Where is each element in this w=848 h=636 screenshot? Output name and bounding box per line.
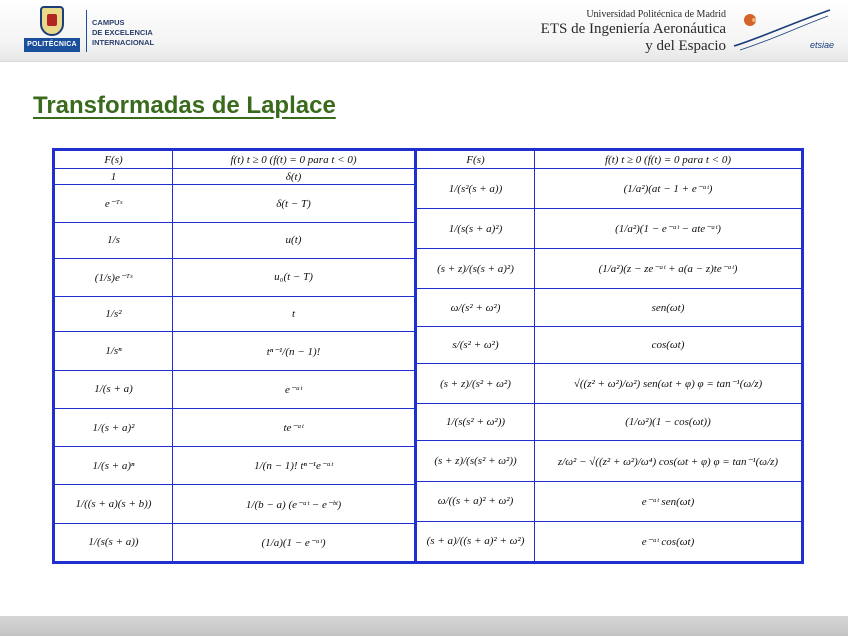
table-header-row	[55, 151, 416, 169]
transform-Fs: (s + z)/(s(s + a)²)	[417, 249, 535, 289]
table-row	[417, 249, 802, 289]
page-title: Transformadas de Laplace	[33, 92, 336, 119]
school-name-line1: ETS de Ingeniería Aeronáutica	[540, 21, 726, 37]
transform-ft: 1/(b − a) (e⁻ᵃᵗ − e⁻ᵇᵗ)	[173, 485, 416, 523]
transform-ft: 1/(n − 1)! tⁿ⁻¹e⁻ᵃᵗ	[173, 447, 416, 485]
transform-Fs: 1/(s(s + a))	[55, 523, 173, 561]
transform-ft: (1/a²)(1 − e⁻ᵃᵗ − ate⁻ᵃᵗ)	[535, 209, 802, 249]
transform-ft: √((z² + ω²)/ω²) sen(ωt + φ) φ = tan⁻¹(ω/z)	[535, 364, 802, 404]
transform-Fs: ω/((s + a)² + ω²)	[417, 481, 535, 521]
transform-ft: u₀(t − T)	[173, 258, 416, 296]
transform-ft: (1/a²)(at − 1 + e⁻ᵃᵗ)	[535, 169, 802, 209]
footer-bar	[0, 616, 848, 636]
table-row	[417, 521, 802, 561]
table-row	[55, 485, 416, 523]
transform-Fs: 1/sⁿ	[55, 332, 173, 370]
transform-Fs: 1	[55, 169, 173, 185]
column-header-Fs: F(s)	[55, 151, 173, 169]
table-row	[417, 481, 802, 521]
table-row	[417, 441, 802, 481]
campus-line: INTERNACIONAL	[92, 38, 155, 47]
university-block	[541, 9, 726, 54]
transform-ft: t	[173, 296, 416, 332]
transform-Fs: 1/(s²(s + a))	[417, 169, 535, 209]
transform-Fs: 1/(s + a)ⁿ	[55, 447, 173, 485]
transform-ft: (1/a²)(z − ze⁻ᵃᵗ + a(a − z)te⁻ᵃᵗ)	[535, 249, 802, 289]
transform-ft: (1/a)(1 − e⁻ᵃᵗ)	[173, 523, 416, 561]
table-row	[55, 223, 416, 259]
transform-Fs: 1/(s(s + a)²)	[417, 209, 535, 249]
table-row	[55, 447, 416, 485]
campus-line: DE EXCELENCIA	[92, 28, 153, 37]
table-row	[55, 408, 416, 446]
table-header-row	[417, 151, 802, 169]
transform-ft: e⁻ᵃᵗ sen(ωt)	[535, 481, 802, 521]
transform-Fs: (s + a)/((s + a)² + ω²)	[417, 521, 535, 561]
transform-ft: δ(t)	[173, 169, 416, 185]
transform-ft: te⁻ᵃᵗ	[173, 408, 416, 446]
crest-icon	[40, 6, 64, 36]
transform-Fs: 1/(s + a)²	[55, 408, 173, 446]
campus-line: CAMPUS	[92, 18, 125, 27]
table-row	[417, 289, 802, 326]
table-row	[55, 523, 416, 561]
transform-Fs: (1/s)e⁻ᵀˢ	[55, 258, 173, 296]
transform-Fs: s/(s² + ω²)	[417, 326, 535, 363]
table-row	[417, 364, 802, 404]
transform-ft: sen(ωt)	[535, 289, 802, 326]
table-row	[55, 296, 416, 332]
transform-ft: u(t)	[173, 223, 416, 259]
campus-label	[92, 18, 154, 48]
transform-ft: cos(ωt)	[535, 326, 802, 363]
transform-Fs: (s + z)/(s(s² + ω²))	[417, 441, 535, 481]
transform-ft: tⁿ⁻¹/(n − 1)!	[173, 332, 416, 370]
table-row	[55, 258, 416, 296]
table-row	[417, 326, 802, 363]
upm-logo	[24, 6, 80, 54]
laplace-tables	[52, 148, 804, 564]
transform-Fs: (s + z)/(s² + ω²)	[417, 364, 535, 404]
transform-ft: e⁻ᵃᵗ cos(ωt)	[535, 521, 802, 561]
transform-ft: z/ω² − √((z² + ω²)/ω⁴) cos(ωt + φ) φ = tan⁻¹(ω/z)	[535, 441, 802, 481]
table-row	[417, 209, 802, 249]
transform-Fs: 1/(s + a)	[55, 370, 173, 408]
transform-Fs: 1/s	[55, 223, 173, 259]
table-row	[55, 332, 416, 370]
header-divider	[86, 10, 87, 52]
table-row	[55, 370, 416, 408]
transform-Fs: 1/s²	[55, 296, 173, 332]
column-header-Fs: F(s)	[417, 151, 535, 169]
transform-ft: δ(t − T)	[173, 185, 416, 223]
table-row	[417, 404, 802, 441]
table-row	[55, 185, 416, 223]
upm-label: POLITÉCNICA	[24, 38, 80, 52]
transform-ft: e⁻ᵃᵗ	[173, 370, 416, 408]
transform-Fs: e⁻ᵀˢ	[55, 185, 173, 223]
transform-ft: (1/ω²)(1 − cos(ωt))	[535, 404, 802, 441]
table-row	[417, 169, 802, 209]
right-transform-table	[416, 150, 802, 562]
etsiae-label: etsiae	[809, 40, 834, 50]
header-bar	[0, 0, 848, 62]
column-header-ft: f(t) t ≥ 0 (f(t) = 0 para t < 0)	[173, 151, 416, 169]
school-name-line2: y del Espacio	[645, 38, 726, 54]
column-header-ft: f(t) t ≥ 0 (f(t) = 0 para t < 0)	[535, 151, 802, 169]
transform-Fs: 1/(s(s² + ω²))	[417, 404, 535, 441]
etsiae-logo	[730, 4, 834, 58]
transform-Fs: 1/((s + a)(s + b))	[55, 485, 173, 523]
transform-Fs: ω/(s² + ω²)	[417, 289, 535, 326]
table-row	[55, 169, 416, 185]
left-transform-table	[54, 150, 416, 562]
university-name: Universidad Politécnica de Madrid	[586, 9, 726, 20]
